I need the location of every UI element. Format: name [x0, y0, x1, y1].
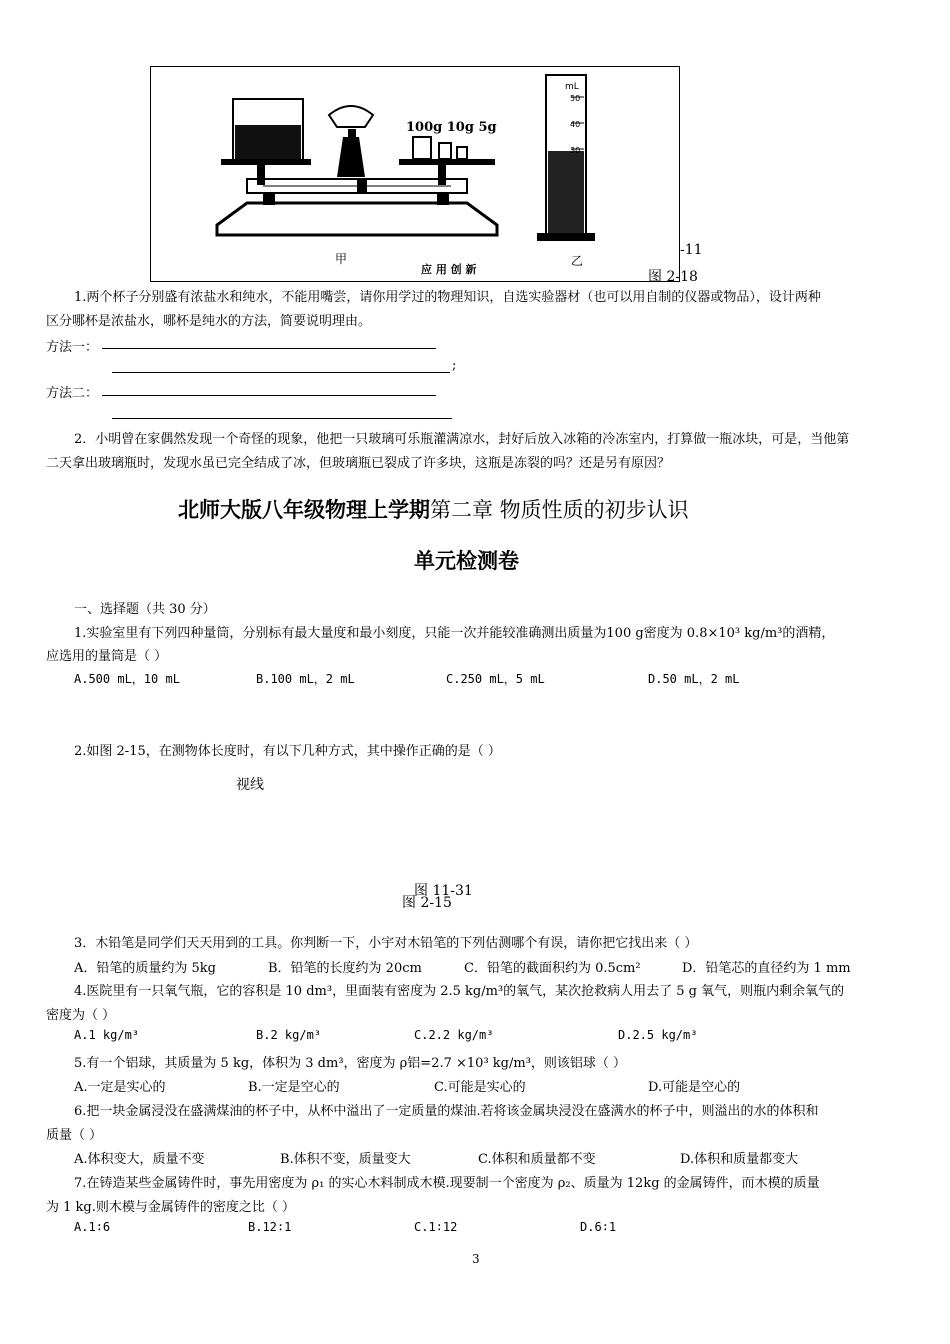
question-4-line1: 4.医院里有一只氧气瓶，它的容积是 10 dm³，里面装有密度为 2.5 kg/m³的氧气，某次抢救病人用去了 5 g 氧气，则瓶内剩余氧气的 [74, 984, 845, 999]
method1-label: 方法一： [46, 340, 99, 355]
page-number: 3 [472, 1252, 480, 1266]
title-bold: 北师大版八年级物理上学期 [178, 498, 430, 522]
question-1-line2: 应选用的量筒是（ ） [46, 649, 168, 664]
q6-option-c: C.体积和质量都不变 [478, 1152, 596, 1167]
q-intro-2-line2: 二天拿出玻璃瓶时，发现水虽已完全结成了冰，但玻璃瓶已裂成了许多块，这瓶是冻裂的吗？还是另有原因？ [46, 456, 671, 471]
q5-option-a: A.一定是实心的 [74, 1080, 166, 1095]
label-yi: 乙 [571, 254, 584, 268]
q-intro-1-line1: 1.两个杯子分别盛有浓盐水和纯水，不能用嘴尝，请你用学过的物理知识，自选实验器材（也可以用自制的仪器或物品），设计两种 [74, 290, 821, 305]
question-4-line2: 密度为（ ） [46, 1008, 116, 1023]
q1-option-b: B.100 mL，2 mL [256, 672, 355, 686]
tick-40: 40 [570, 120, 581, 129]
section-heading: 一、选择题（共 30 分） [74, 602, 216, 617]
page-title [178, 494, 689, 524]
figure-2-18 [150, 66, 680, 282]
watermark-text: 应 用 创 新 [421, 263, 477, 276]
tick-30: 30 [570, 146, 581, 155]
tick-50: 50 [570, 94, 581, 103]
q7-option-b: B.12∶1 [248, 1220, 292, 1234]
q5-option-d: D.可能是空心的 [648, 1080, 741, 1095]
question-7-line2: 为 1 kg.则木模与金属铸件的密度之比（ ） [46, 1200, 295, 1215]
q3-option-a: A．铅笔的质量约为 5kg [74, 961, 216, 976]
q-intro-2-line1: 2．小明曾在家偶然发现一个奇怪的现象，他把一只玻璃可乐瓶灌满凉水，封好后放入冰箱的冷冻室内，打算做一瓶冰块，可是，当他第 [74, 432, 850, 447]
sight-line-label: 视线 [236, 777, 264, 793]
question-5-line1: 5.有一个铝球，其质量为 5 kg，体积为 3 dm³，密度为 ρ铝=2.7 ×10³ kg/m³，则该铝球（ ） [74, 1056, 627, 1071]
label-jia: 甲 [335, 252, 348, 266]
q-intro-1-line2: 区分哪杯是浓盐水，哪杯是纯水的方法，简要说明理由。 [46, 314, 372, 329]
q7-option-c: C.1∶12 [414, 1220, 458, 1234]
q6-option-a: A.体积变大，质量不变 [74, 1152, 205, 1167]
q1-option-c: C.250 mL，5 mL [446, 672, 545, 686]
question-1-line1: 1.实验室里有下列四种量筒，分别标有最大量度和最小刻度，只能一次并能较准确测出质量为100 g密度为 0.8×10³ kg/m³的酒精， [74, 626, 835, 641]
q4-option-c: C.2.2 kg/m³ [414, 1028, 494, 1042]
page-subtitle: 单元检测卷 [414, 549, 519, 573]
answer-line [112, 418, 452, 419]
method2-label: 方法二： [46, 386, 99, 401]
balance-and-cylinder-illustration [151, 67, 679, 281]
answer-line [102, 348, 436, 349]
q6-option-d: D.体积和质量都变大 [680, 1152, 799, 1167]
figure-11-31-caption: 图 11-31 [414, 883, 473, 899]
answer-line [112, 372, 450, 373]
question-6-line2: 质量（ ） [46, 1128, 103, 1143]
question-6-line1: 6.把一块金属浸没在盛满煤油的杯子中，从杯中溢出了一定质量的煤油.若将该金属块浸没在盛满水的杯子中，则溢出的水的体积和 [74, 1104, 819, 1119]
question-3-line1: 3．木铅笔是同学们天天用到的工具。你判断一下，小宇对木铅笔的下列估测哪个有误，请你把它找出来（ ） [74, 936, 698, 951]
figure-caption: 图 2-18 [648, 269, 698, 285]
q1-option-a: A.500 mL，10 mL [74, 672, 180, 686]
side-number: -11 [680, 242, 703, 258]
q3-option-b: B．铅笔的长度约为 20cm [268, 961, 422, 976]
q4-option-a: A.1 kg/m³ [74, 1028, 140, 1042]
q3-option-d: D．铅笔芯的直径约为 1 mm [682, 961, 851, 976]
question-2-line1: 2.如图 2-15，在测物体长度时，有以下几种方式，其中操作正确的是（ ） [74, 744, 501, 759]
q4-option-d: D.2.5 kg/m³ [618, 1028, 698, 1042]
q5-option-b: B.一定是空心的 [248, 1080, 340, 1095]
q4-option-b: B.2 kg/m³ [256, 1028, 322, 1042]
answer-line [102, 395, 436, 396]
title-chapter: 第二章 物质性质的初步认识 [430, 498, 689, 522]
q6-option-b: B.体积不变，质量变大 [280, 1152, 411, 1167]
figure-2-15-caption: 图 2-15 [402, 895, 452, 911]
q3-option-c: C．铅笔的截面积约为 0.5cm² [464, 961, 641, 976]
q7-option-d: D.6∶1 [580, 1220, 617, 1234]
question-7-line1: 7.在铸造某些金属铸件时，事先用密度为 ρ₁ 的实心木料制成木模.现要制一个密度为 ρ₂、质量为 12kg 的金属铸件，而木模的质量 [74, 1176, 820, 1191]
weights-label: 100g 10g 5g [406, 120, 497, 135]
semicolon: ; [452, 358, 457, 373]
q7-option-a: A.1∶6 [74, 1220, 111, 1234]
q5-option-c: C.可能是实心的 [434, 1080, 526, 1095]
cylinder-unit: mL [565, 82, 579, 92]
q1-option-d: D.50 mL，2 mL [648, 672, 740, 686]
